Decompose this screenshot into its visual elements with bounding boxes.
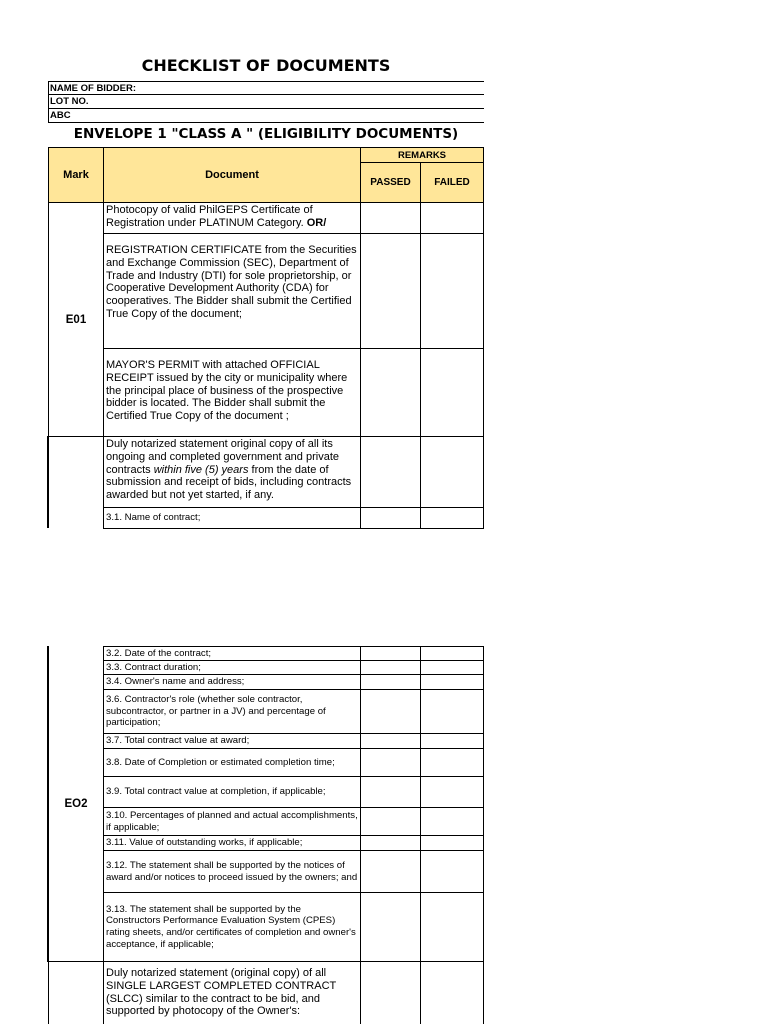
header-document: Document xyxy=(103,147,361,203)
failed-cell[interactable] xyxy=(420,233,484,349)
failed-cell[interactable] xyxy=(420,689,484,734)
doc-philgeps-text: Photocopy of valid PhilGEPS Certificate of Registration under PLATINUM Category. xyxy=(106,204,313,229)
doc-mayors-permit: MAYOR'S PERMIT with attached OFFICIAL RECEIPT issued by the city or municipality where the principal place of business of the prospective bidder is located. The Bidder shall submit the Certified True Copy of the document ; xyxy=(103,348,361,437)
passed-cell[interactable] xyxy=(360,689,421,734)
doc-item-3-1: 3.1. Name of contract; xyxy=(103,507,361,529)
passed-cell[interactable] xyxy=(360,202,421,234)
doc-item-3-13: 3.13. The statement shall be supported by the Constructors Performance Evaluation System (CPES) rating sheets, and/or certificates of completion and owner's acceptance, if applicable; xyxy=(103,892,361,962)
failed-cell[interactable] xyxy=(420,748,484,777)
mark-e02: EO2 xyxy=(64,798,88,810)
passed-cell[interactable] xyxy=(360,733,421,749)
failed-cell[interactable] xyxy=(420,776,484,808)
doc-item-3-12: 3.12. The statement shall be supported by the notices of award and/or notices to proceed issued by the owners; and xyxy=(103,850,361,893)
passed-cell[interactable] xyxy=(360,748,421,777)
header-failed: FAILED xyxy=(420,162,484,203)
failed-cell[interactable] xyxy=(420,646,484,661)
header-passed: PASSED xyxy=(360,162,421,203)
doc-ongoing-post: from the date of submission and receipt of bids, including contracts awarded but not yet started, if any. xyxy=(106,463,352,502)
passed-cell[interactable] xyxy=(360,674,421,690)
doc-ongoing-contracts xyxy=(103,436,361,508)
failed-cell[interactable] xyxy=(420,202,484,234)
failed-cell[interactable] xyxy=(420,835,484,851)
failed-cell[interactable] xyxy=(420,733,484,749)
failed-cell[interactable] xyxy=(420,892,484,962)
lot-number-field: LOT NO. xyxy=(48,95,484,109)
doc-slcc: Duly notarized statement (original copy) of all SINGLE LARGEST COMPLETED CONTRACT (SLCC) similar to the contract to be bid, and supported by photocopy of the Owner's: xyxy=(103,961,361,1024)
passed-cell[interactable] xyxy=(360,807,421,836)
passed-cell[interactable] xyxy=(360,646,421,661)
failed-cell[interactable] xyxy=(420,660,484,675)
doc-item-3-3: 3.3. Contract duration; xyxy=(103,660,361,675)
failed-cell[interactable] xyxy=(420,436,484,508)
doc-item-3-7: 3.7. Total contract value at award; xyxy=(103,733,361,749)
failed-cell[interactable] xyxy=(420,961,484,1024)
passed-cell[interactable] xyxy=(360,835,421,851)
doc-item-3-2: 3.2. Date of the contract; xyxy=(103,646,361,661)
doc-ongoing-italic: within five (5) years xyxy=(153,463,249,476)
header-remarks: REMARKS xyxy=(360,147,484,163)
passed-cell[interactable] xyxy=(360,507,421,529)
passed-cell[interactable] xyxy=(360,660,421,675)
passed-cell[interactable] xyxy=(360,348,421,437)
mark-e01: E01 xyxy=(48,202,104,437)
failed-cell[interactable] xyxy=(420,850,484,893)
abc-field: ABC xyxy=(48,109,484,123)
doc-item-3-4: 3.4. Owner's name and address; xyxy=(103,674,361,690)
bidder-name-field: NAME OF BIDDER: xyxy=(48,81,484,95)
header-mark: Mark xyxy=(48,147,104,203)
doc-item-3-6: 3.6. Contractor's role (whether sole contractor, subcontractor, or partner in a JV) and percentage of participation; xyxy=(103,689,361,734)
passed-cell[interactable] xyxy=(360,233,421,349)
doc-item-3-9: 3.9. Total contract value at completion, if applicable; xyxy=(103,776,361,808)
doc-item-3-8: 3.8. Date of Completion or estimated completion time; xyxy=(103,748,361,777)
page-title: CHECKLIST OF DOCUMENTS xyxy=(141,56,391,75)
passed-cell[interactable] xyxy=(360,850,421,893)
doc-item-3-10: 3.10. Percentages of planned and actual accomplishments, if applicable; xyxy=(103,807,361,836)
failed-cell[interactable] xyxy=(420,348,484,437)
doc-registration: REGISTRATION CERTIFICATE from the Securities and Exchange Commission (SEC), Department of Trade and Industry (DTI) for sole proprietorship, or Cooperative Development Authority (CDA) for cooperatives. The Bidder shall submit the Certified True Copy of the document; xyxy=(103,233,361,349)
mark-e03 xyxy=(48,961,104,1024)
mark-column-border xyxy=(47,436,49,528)
failed-cell[interactable] xyxy=(420,807,484,836)
passed-cell[interactable] xyxy=(360,892,421,962)
envelope-title: ENVELOPE 1 "CLASS A " (ELIGIBILITY DOCUMENTS) xyxy=(73,126,459,142)
passed-cell[interactable] xyxy=(360,961,421,1024)
doc-philgeps-or: OR/ xyxy=(306,216,327,229)
passed-cell[interactable] xyxy=(360,776,421,808)
doc-philgeps xyxy=(103,202,361,234)
failed-cell[interactable] xyxy=(420,507,484,529)
failed-cell[interactable] xyxy=(420,674,484,690)
doc-item-3-11: 3.11. Value of outstanding works, if applicable; xyxy=(103,835,361,851)
passed-cell[interactable] xyxy=(360,436,421,508)
doc-ongoing-pre: Duly notarized statement original copy of all its ongoing and completed government and private contracts xyxy=(106,438,339,476)
